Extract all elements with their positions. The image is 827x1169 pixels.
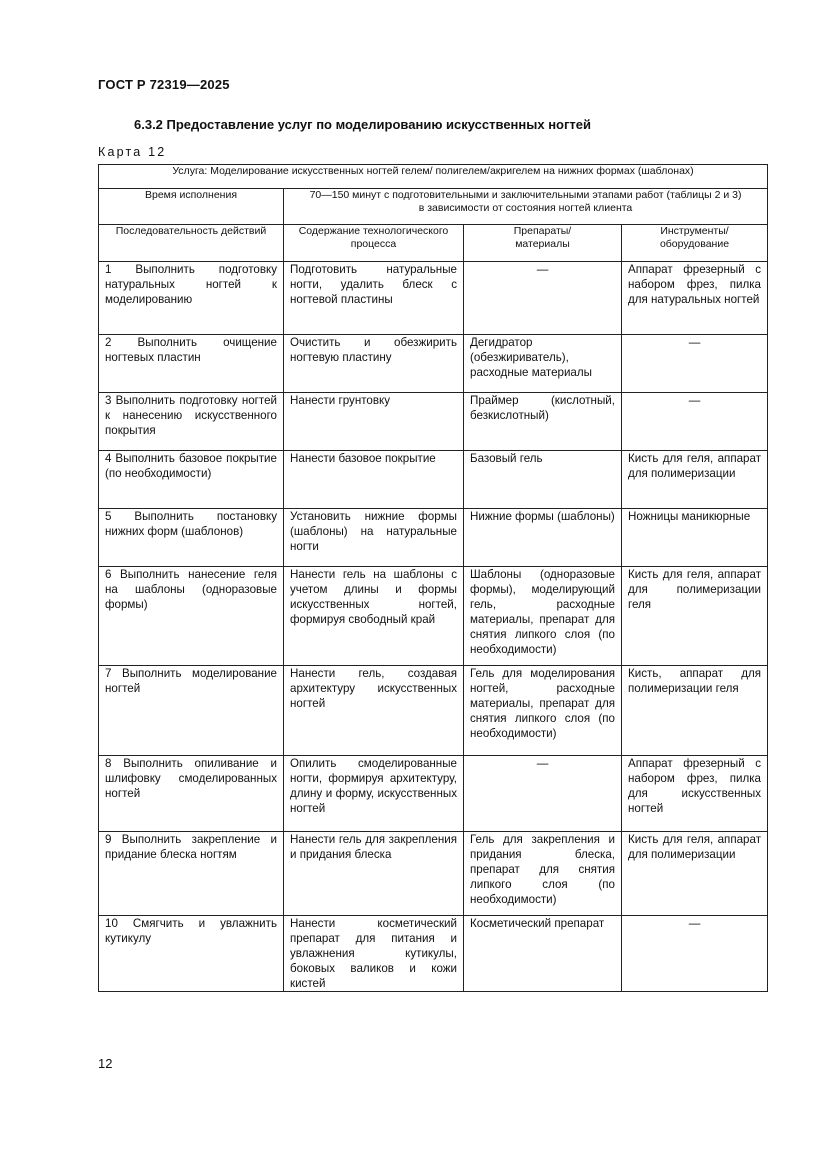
process-cell: Подготовить натуральные ногти, удалить блеск с ногтевой пластины [284,262,464,335]
materials-cell: Гель для закрепления и придания блеска, препарат для снятия липкого слоя (по необходимости) [464,832,622,916]
page-number: 12 [98,1056,113,1071]
materials-cell: — [464,756,622,832]
section-title: 6.3.2 Предоставление услуг по моделированию искусственных ногтей [134,117,591,132]
tools-cell: Кисть для геля, аппарат для полимеризации геля [622,567,768,666]
time-value-line1: 70—150 минут с подготовительными и заключительными этапами работ (таблицы 2 и 3) [309,189,742,201]
materials-cell: — [464,262,622,335]
action-cell: 2 Выполнить очищение ногтевых пластин [99,335,284,393]
tools-cell: — [622,335,768,393]
materials-cell: Гель для моделирования ногтей, расходные материалы, препарат для снятия липкого слоя (по необходимости) [464,666,622,756]
process-cell: Нанести косметический препарат для питания и увлажнения кутикулы, боковых валиков и кожи кистей [284,916,464,992]
table-row [99,756,768,832]
time-value-cell [284,189,768,225]
tools-cell: Ножницы маникюрные [622,509,768,567]
table-row [99,832,768,916]
action-cell: 4 Выполнить базовое покрытие (по необходимости) [99,451,284,509]
process-cell: Нанести базовое покрытие [284,451,464,509]
action-cell: 9 Выполнить закрепление и придание блеска ногтям [99,832,284,916]
column-header-sequence: Последовательность действий [99,225,284,262]
table-row [99,262,768,335]
table-row [99,666,768,756]
column-header-materials-line2: материалы [515,238,570,250]
process-cell: Нанести гель на шаблоны с учетом длины и формы искусственных ногтей, формируя свободный край [284,567,464,666]
action-cell: 3 Выполнить подготовку ногтей к нанесению искусственного покрытия [99,393,284,451]
column-header-materials [464,225,622,262]
column-header-content-line1: Содержание технологического [298,225,449,237]
materials-cell: Нижние формы (шаблоны) [464,509,622,567]
column-header-tools-line2: оборудование [659,238,730,250]
action-cell: 1 Выполнить подготовку натуральных ногтей к моделированию [99,262,284,335]
table-row [99,567,768,666]
process-cell: Нанести грунтовку [284,393,464,451]
time-value-line2: в зависимости от состояния ногтей клиента [418,202,633,214]
service-cell: Услуга: Моделирование искусственных ногтей гелем/ полигелем/акригелем на нижних формах (шаблонах) [99,165,768,189]
action-cell: 8 Выполнить опиливание и шлифовку смоделированных ногтей [99,756,284,832]
process-cell: Нанести гель, создавая архитектуру искусственных ногтей [284,666,464,756]
time-row [99,189,768,225]
materials-cell: Косметический препарат [464,916,622,992]
service-row [99,165,768,189]
table-row [99,916,768,992]
table-row [99,393,768,451]
tools-cell: Кисть для геля, аппарат для полимеризации [622,832,768,916]
tools-cell: Аппарат фрезерный с набором фрез, пилка для искусственных ногтей [622,756,768,832]
action-cell: 10 Смягчить и увлажнить кутикулу [99,916,284,992]
tools-cell: — [622,393,768,451]
column-header-content-line2: процесса [350,238,397,250]
technology-card-table [98,164,768,992]
tools-cell: Кисть, аппарат для полимеризации геля [622,666,768,756]
action-cell: 5 Выполнить постановку нижних форм (шаблонов) [99,509,284,567]
standard-code: ГОСТ Р 72319—2025 [98,77,230,92]
materials-cell: Шаблоны (одноразовые формы), моделирующий гель, расходные материалы, препарат для снятия липкого слоя (по необходимости) [464,567,622,666]
table-row [99,509,768,567]
materials-cell: Праймер (кислотный, безкислотный) [464,393,622,451]
table-row [99,451,768,509]
materials-cell: Дегидратор (обезжириватель), расходные материалы [464,335,622,393]
tools-cell: — [622,916,768,992]
time-label-cell: Время исполнения [99,189,284,225]
column-header-content [284,225,464,262]
card-label: Карта 12 [98,145,167,159]
materials-cell: Базовый гель [464,451,622,509]
tools-cell: Аппарат фрезерный с набором фрез, пилка для натуральных ногтей [622,262,768,335]
action-cell: 6 Выполнить нанесение геля на шаблоны (одноразовые формы) [99,567,284,666]
column-header-tools-line1: Инструменты/ [660,225,729,237]
process-cell: Установить нижние формы (шаблоны) на натуральные ногти [284,509,464,567]
process-cell: Очистить и обезжирить ногтевую пластину [284,335,464,393]
tools-cell: Кисть для геля, аппарат для полимеризации [622,451,768,509]
action-cell: 7 Выполнить моделирование ногтей [99,666,284,756]
table-row [99,335,768,393]
process-cell: Опилить смоделированные ногти, формируя архитектуру, длину и форму, искусственных ногтей [284,756,464,832]
column-header-tools [622,225,768,262]
column-header-row [99,225,768,262]
process-cell: Нанести гель для закрепления и придания блеска [284,832,464,916]
column-header-materials-line1: Препараты/ [513,225,572,237]
